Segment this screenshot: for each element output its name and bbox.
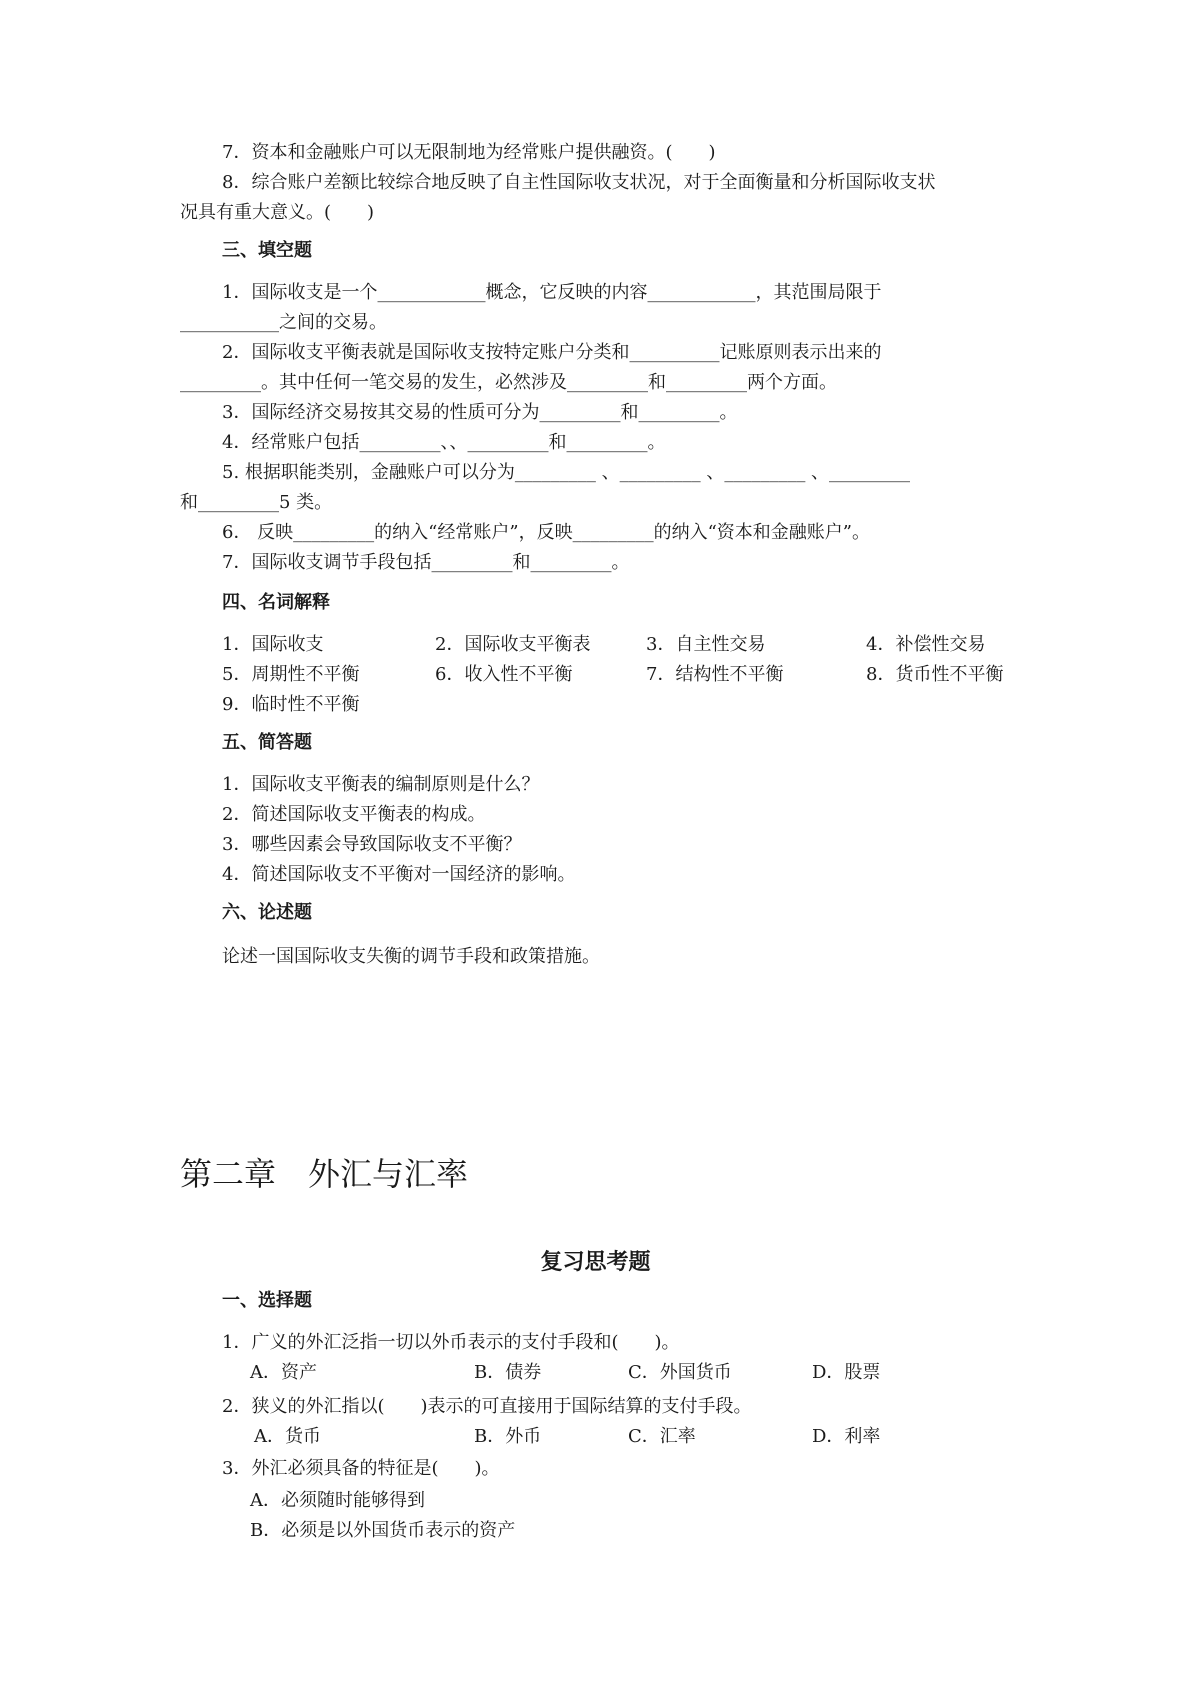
choice-option: A．货币 [254, 1426, 321, 1447]
fill-question-4: 4．经常账户包括_________、、_________和_________。 [222, 432, 666, 453]
term-item: 2．国际收支平衡表 [435, 634, 591, 655]
choice-option: A．资产 [250, 1362, 317, 1383]
fill-question-2-cont: _________。其中任何一笔交易的发生，必然涉及_________和_________两个方面。 [180, 372, 837, 393]
term-item: 4．补偿性交易 [866, 634, 986, 655]
fill-question-3: 3．国际经济交易按其交易的性质可分为_________和_________。 [222, 402, 738, 423]
chapter-title: 第二章 外汇与汇率 [180, 1155, 469, 1193]
choice-option: A．必须随时能够得到 [250, 1490, 425, 1511]
section-heading-short-answer: 五、简答题 [222, 732, 312, 753]
essay-question: 论述一国国际收支失衡的调节手段和政策措施。 [222, 946, 600, 967]
term-item: 5．周期性不平衡 [222, 664, 360, 685]
short-answer-item: 1．国际收支平衡表的编制原则是什么？ [222, 774, 540, 795]
term-item: 8．货币性不平衡 [866, 664, 1004, 685]
term-item: 6．收入性不平衡 [435, 664, 573, 685]
section-heading-terms: 四、名词解释 [222, 592, 330, 613]
fill-question-1: 1．国际收支是一个____________概念，它反映的内容____________，其范围局限于 [222, 282, 882, 303]
choice-option: D．利率 [812, 1426, 881, 1447]
choice-question-3: 3．外汇必须具备的特征是( )。 [222, 1458, 500, 1479]
term-item: 3．自主性交易 [646, 634, 766, 655]
section-heading-essay: 六、论述题 [222, 902, 312, 923]
short-answer-item: 2．简述国际收支平衡表的构成。 [222, 804, 486, 825]
tf-question-7: 7．资本和金融账户可以无限制地为经常账户提供融资。( ) [222, 142, 716, 163]
choice-option: B．债券 [474, 1362, 542, 1383]
fill-question-1-cont: ___________之间的交易。 [180, 312, 387, 333]
term-item: 9．临时性不平衡 [222, 694, 360, 715]
choice-option: D．股票 [812, 1362, 881, 1383]
choice-option: C．汇率 [628, 1426, 696, 1447]
choice-option: B．外币 [474, 1426, 542, 1447]
review-title: 复习思考题 [540, 1250, 651, 1275]
short-answer-item: 4．简述国际收支不平衡对一国经济的影响。 [222, 864, 576, 885]
section-heading-choice: 一、选择题 [222, 1290, 312, 1311]
fill-question-5-cont: 和_________5 类。 [180, 492, 333, 513]
fill-question-5: 5. 根据职能类别，金融账户可以分为_________ 、_________ 、_________ 、_________ [222, 462, 911, 483]
choice-question-2: 2．狭义的外汇指以( )表示的可直接用于国际结算的支付手段。 [222, 1396, 752, 1417]
term-item: 1．国际收支 [222, 634, 324, 655]
tf-question-8-cont: 况具有重大意义。( ) [180, 202, 375, 223]
fill-question-6: 6． 反映_________的纳入“经常账户”，反映_________的纳入“资本和金融账户”。 [222, 522, 870, 543]
choice-option: B．必须是以外国货币表示的资产 [250, 1520, 516, 1541]
choice-option: C．外国货币 [628, 1362, 732, 1383]
fill-question-7: 7．国际收支调节手段包括_________和_________。 [222, 552, 630, 573]
choice-question-1: 1．广义的外汇泛指一切以外币表示的支付手段和( )。 [222, 1332, 680, 1353]
fill-question-2: 2．国际收支平衡表就是国际收支按特定账户分类和__________记账原则表示出来的 [222, 342, 882, 363]
term-item: 7．结构性不平衡 [646, 664, 784, 685]
section-heading-fill: 三、填空题 [222, 240, 312, 261]
short-answer-item: 3．哪些因素会导致国际收支不平衡？ [222, 834, 522, 855]
tf-question-8: 8．综合账户差额比较综合地反映了自主性国际收支状况，对于全面衡量和分析国际收支状 [222, 172, 936, 193]
